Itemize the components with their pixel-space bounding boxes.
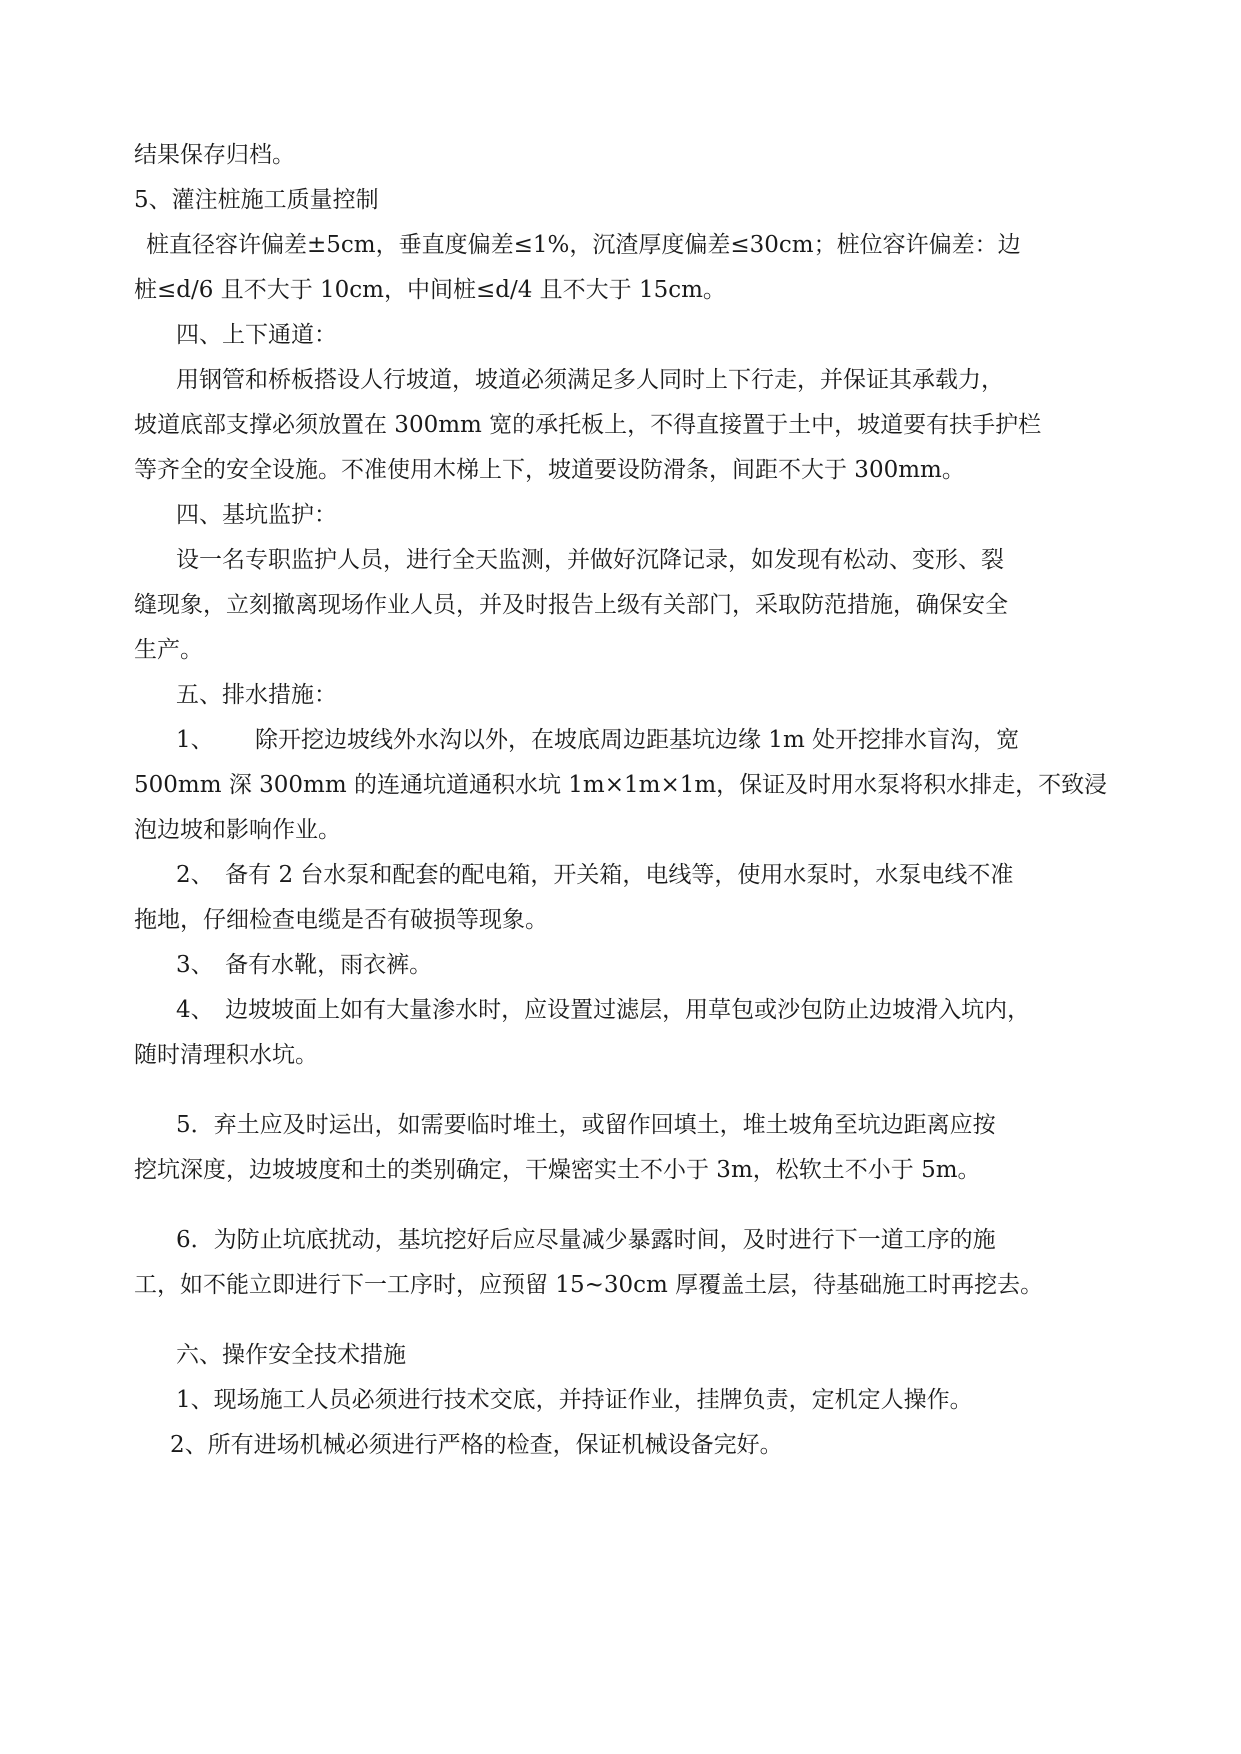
text-line: 坡道底部支撑必须放置在 300mm 宽的承托板上，不得直接置于土中，坡道要有扶手护栏 bbox=[134, 412, 1042, 438]
list-item: 4、 边坡坡面上如有大量渗水时，应设置过滤层，用草包或沙包防止边坡滑入坑内， bbox=[176, 997, 1031, 1023]
text-line: 等齐全的安全设施。不准使用木梯上下，坡道要设防滑条，间距不大于 300mm。 bbox=[134, 457, 965, 483]
text-line: 工，如不能立即进行下一工序时，应预留 15~30cm 厚覆盖土层，待基础施工时再挖去。 bbox=[134, 1272, 1044, 1298]
text-line: 缝现象，立刻撤离现场作业人员，并及时报告上级有关部门，采取防范措施，确保安全 bbox=[134, 592, 1008, 618]
list-item: 2、所有进场机械必须进行严格的检查，保证机械设备完好。 bbox=[170, 1432, 783, 1458]
section-heading: 四、上下通道： bbox=[176, 322, 337, 348]
text-line: 用钢管和桥板搭设人行坡道，坡道必须满足多人同时上下行走，并保证其承载力， bbox=[176, 367, 1004, 393]
list-item: 1、现场施工人员必须进行技术交底，并持证作业，挂牌负责，定机定人操作。 bbox=[176, 1387, 973, 1413]
text-line: 拖地，仔细检查电缆是否有破损等现象。 bbox=[134, 907, 548, 933]
text-line: 设一名专职监护人员，进行全天监测，并做好沉降记录，如发现有松动、变形、裂 bbox=[176, 547, 1004, 573]
text-line: 泡边坡和影响作业。 bbox=[134, 817, 341, 843]
text-line: 桩≤d/6 且不大于 10cm，中间桩≤d/4 且不大于 15cm。 bbox=[134, 277, 726, 303]
text-line: 生产。 bbox=[134, 637, 203, 663]
list-item: 5．弃土应及时运出，如需要临时堆土，或留作回填土，堆土坡角至坑边距离应按 bbox=[176, 1112, 996, 1138]
section-heading: 六、操作安全技术措施 bbox=[176, 1342, 406, 1368]
list-item: 3、 备有水靴，雨衣裤。 bbox=[176, 952, 433, 978]
text-line: 挖坑深度，边坡坡度和土的类别确定，干燥密实土不小于 3m，松软土不小于 5m。 bbox=[134, 1157, 981, 1183]
list-item: 6．为防止坑底扰动，基坑挖好后应尽量减少暴露时间，及时进行下一道工序的施 bbox=[176, 1227, 996, 1253]
text-line: 结果保存归档。 bbox=[134, 142, 295, 168]
list-item-number: 1、 bbox=[176, 727, 214, 753]
text-line: 500mm 深 300mm 的连通坑道通积水坑 1m×1m×1m，保证及时用水泵将积水排走，不致浸 bbox=[134, 772, 1108, 798]
section-heading: 5、灌注桩施工质量控制 bbox=[134, 187, 379, 213]
text-line: 桩直径容许偏差±5cm，垂直度偏差≤1%，沉渣厚度偏差≤30cm；桩位容许偏差：边 bbox=[146, 232, 1021, 258]
text-line: 除开挖边坡线外水沟以外，在坡底周边距基坑边缘 1m 处开挖排水盲沟，宽 bbox=[255, 727, 1020, 753]
list-item: 2、 备有 2 台水泵和配套的配电箱，开关箱，电线等，使用水泵时，水泵电线不准 bbox=[176, 862, 1014, 888]
section-heading: 四、基坑监护： bbox=[176, 502, 337, 528]
text-line: 随时清理积水坑。 bbox=[134, 1042, 318, 1068]
section-heading: 五、排水措施： bbox=[176, 682, 337, 708]
